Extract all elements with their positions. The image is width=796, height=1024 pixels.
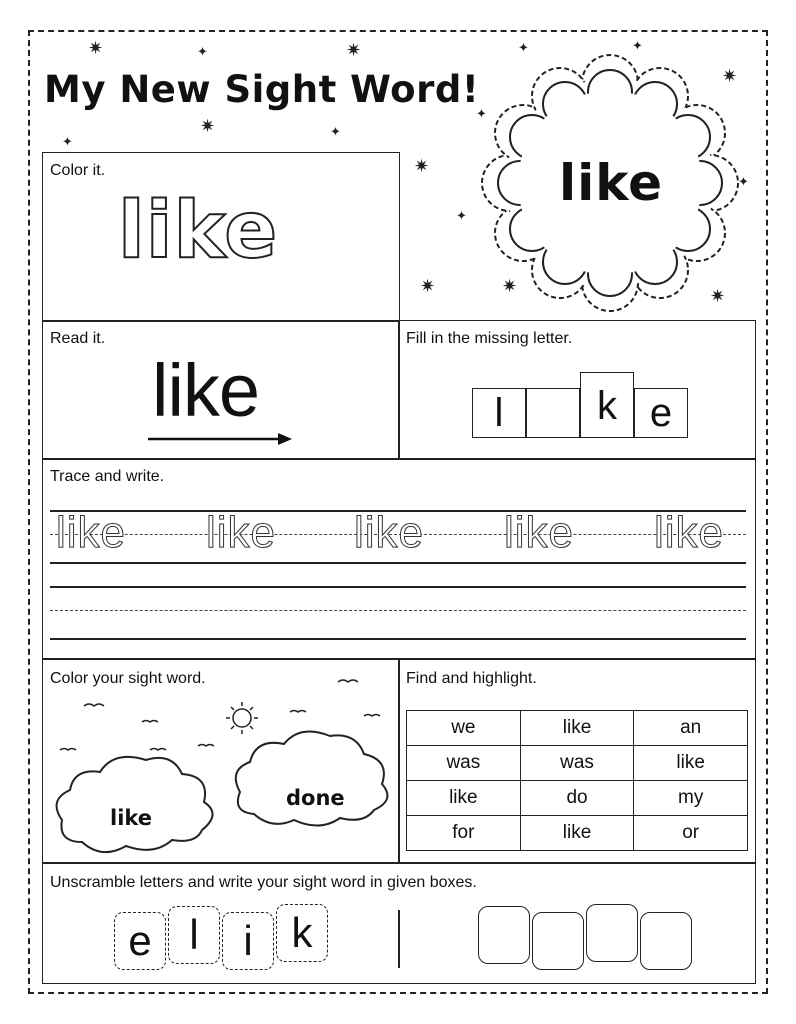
grid-cell[interactable]: do (520, 781, 634, 816)
answer-box[interactable] (478, 906, 530, 964)
grid-cell[interactable]: was (520, 746, 634, 781)
grid-cell[interactable]: an (634, 711, 748, 746)
sparkle-star-icon: ✷ (420, 276, 436, 297)
plus-star-icon: ✦ (62, 135, 73, 150)
grid-row (407, 746, 748, 781)
color-sight-word-label: Color your sight word. (50, 670, 206, 687)
answer-box[interactable] (640, 912, 692, 970)
badge-sight-word: like (558, 154, 664, 212)
sparkle-star-icon: ✷ (502, 276, 518, 297)
page-title: My New Sight Word! (44, 68, 480, 111)
answer-box[interactable] (532, 912, 584, 970)
fill-missing-label: Fill in the missing letter. (406, 330, 573, 347)
write-mid-line (50, 610, 746, 611)
sparkle-star-icon: ✷ (88, 38, 104, 59)
trace-word[interactable]: like (56, 508, 127, 557)
cloud-word[interactable]: like (110, 806, 153, 830)
scrambled-letter: k (276, 904, 328, 962)
plus-star-icon: ✦ (330, 125, 341, 140)
cloud-icon (57, 757, 213, 852)
sparkle-star-icon: ✷ (200, 116, 216, 137)
sparkle-star-icon: ✷ (722, 66, 738, 87)
grid-cell[interactable]: like (634, 746, 748, 781)
find-highlight-label: Find and highlight. (406, 670, 537, 687)
plus-star-icon: ✦ (456, 209, 467, 224)
trace-word[interactable]: like (354, 508, 425, 557)
cloud-word[interactable]: done (286, 786, 345, 810)
scrambled-letter: l (168, 906, 220, 964)
sun-icon (226, 702, 258, 734)
sky-scene (44, 660, 398, 862)
scrambled-letter: i (222, 912, 274, 970)
fill-letter-cell: e (634, 388, 688, 438)
trace-word[interactable]: like (206, 508, 277, 557)
trace-word[interactable]: like (654, 508, 725, 557)
grid-cell[interactable]: my (634, 781, 748, 816)
word-grid (406, 710, 748, 851)
scrambled-letter: e (114, 912, 166, 970)
sparkle-star-icon: ✷ (710, 286, 726, 307)
plus-star-icon: ✦ (632, 39, 643, 54)
plus-star-icon: ✦ (197, 45, 208, 60)
grid-cell[interactable]: like (407, 781, 521, 816)
grid-cell[interactable]: like (520, 816, 634, 851)
grid-row (407, 781, 748, 816)
plus-star-icon: ✦ (738, 175, 749, 190)
sparkle-star-icon: ✷ (414, 156, 430, 177)
grid-cell[interactable]: or (634, 816, 748, 851)
plus-star-icon: ✦ (518, 41, 529, 56)
answer-box[interactable] (586, 904, 638, 962)
write-base-line (50, 638, 746, 640)
arrow-right-icon (146, 430, 294, 448)
grid-cell[interactable]: for (407, 816, 521, 851)
color-it-label: Color it. (50, 162, 106, 179)
fill-letter-cell: l (472, 388, 526, 438)
read-it-label: Read it. (50, 330, 106, 347)
read-sight-word: like (152, 349, 260, 432)
trace-write-section (42, 458, 756, 660)
cloud-icon (236, 732, 388, 826)
plus-star-icon: ✦ (476, 107, 487, 122)
trace-write-label: Trace and write. (50, 468, 165, 485)
grid-cell[interactable]: like (520, 711, 634, 746)
trace-word[interactable]: like (504, 508, 575, 557)
grid-cell[interactable]: was (407, 746, 521, 781)
write-top-line (50, 586, 746, 588)
trace-base-line (50, 562, 746, 564)
sparkle-star-icon: ✷ (346, 40, 362, 61)
grid-cell[interactable]: we (407, 711, 521, 746)
missing-letter-cell[interactable] (526, 388, 580, 438)
unscramble-label: Unscramble letters and write your sight word in given boxes. (50, 874, 477, 891)
outline-sight-word[interactable]: like (118, 186, 279, 276)
fill-letter-cell: k (580, 372, 634, 438)
grid-row (407, 816, 748, 851)
divider (398, 910, 400, 968)
grid-row (407, 711, 748, 746)
